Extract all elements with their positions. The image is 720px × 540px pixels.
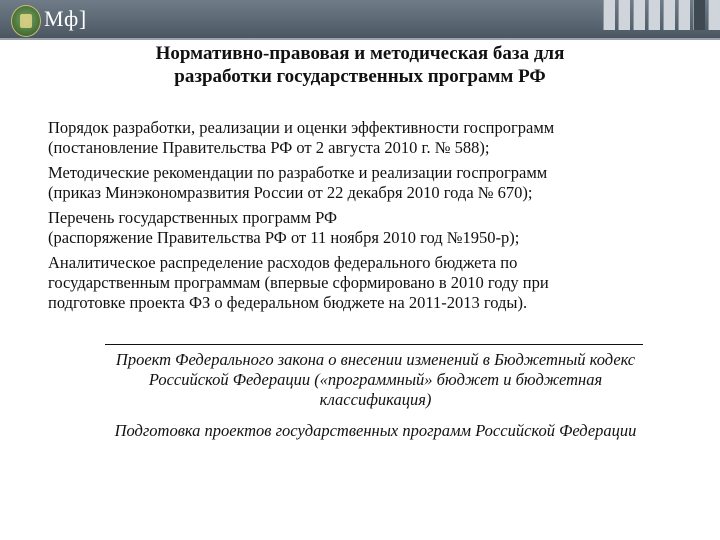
list-item-line: государственным программам (впервые сформировано в 2010 году при [48,273,549,292]
list-item-line: Методические рекомендации по разработке и реализации госпрограмм [48,163,548,182]
list-item [48,208,698,248]
header-divider [0,38,720,40]
header-decor-segment [603,0,615,30]
header-decor-segment [693,0,705,30]
section-divider [105,344,643,345]
note-project-law [48,350,703,410]
header-decor-segment [648,0,660,30]
slide-title-line: Нормативно-правовая и методическая база для [155,43,565,64]
header-decor-segment [618,0,630,30]
list-item-line: (распоряжение Правительства РФ от 11 ноября 2010 год №1950-р); [48,228,520,247]
header-decor-segment [708,0,720,30]
note-preparation: Подготовка проектов государственных программ Российской Федерации [114,421,637,440]
slide-title [60,42,660,88]
list-item [48,118,698,158]
note-line: классификация) [319,390,432,409]
slide-title-line: разработки государственных программ РФ [174,66,546,87]
list-item-line: Перечень государственных программ РФ [48,208,338,227]
list-item-line: (постановление Правительства РФ от 2 августа 2010 г. № 588); [48,138,490,157]
list-item-line: Аналитическое распределение расходов федерального бюджета по [48,253,518,272]
list-item-line: (приказ Минэкономразвития России от 22 декабря 2010 года № 670); [48,183,533,202]
list-item [48,163,698,203]
list-item-line: Порядок разработки, реализации и оценки эффективности госпрограмм [48,118,555,137]
header-decor [600,0,720,30]
list-item [48,253,698,313]
header-decor-segment [633,0,645,30]
brand-logo-text: Мф] [44,6,87,31]
header-decor-segment [678,0,690,30]
ministry-emblem-icon [11,5,41,37]
header-decor-segment [663,0,675,30]
emblem-shield-icon [20,14,32,28]
header-bar [0,0,720,38]
document-list [48,118,698,318]
list-item-line: подготовке проекта ФЗ о федеральном бюджете на 2011-2013 годы). [48,293,528,312]
note-line: Проект Федерального закона о внесении изменений в Бюджетный кодекс [115,350,636,369]
note-line: Российской Федерации («программный» бюджет и бюджетная [148,370,603,389]
